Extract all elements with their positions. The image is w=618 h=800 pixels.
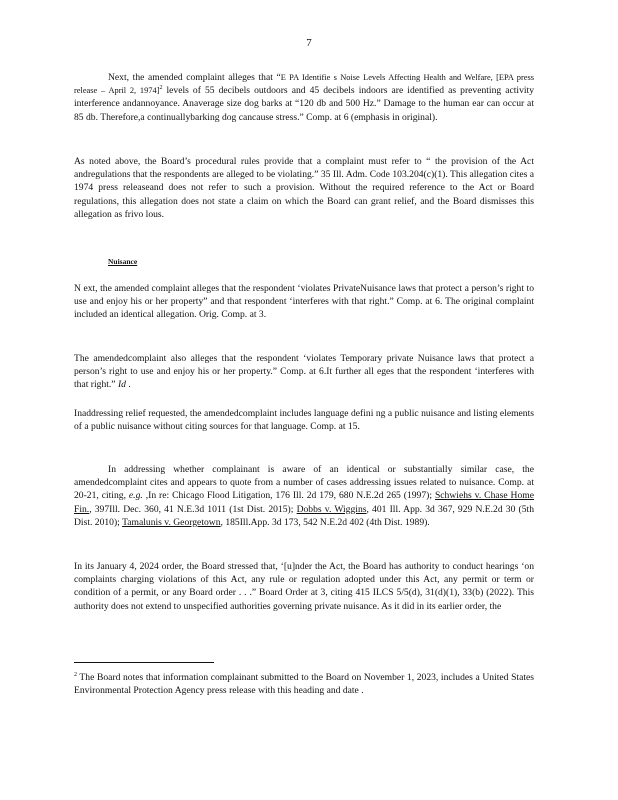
paragraph-similar-case: In addressing whether complainant is aware of an identical or substantially similar case, the amendedcomplaint cites and appears to quote from a number of cases addressing issues related to nuisance. Comp. at 20-21, citing, e.g. ,In re: Chicago Flood Litigation, 176 Ill. 2d 179, 680 N.E.2d 265 (1997); Schwiehs v. Chase Home Fin., 397Ill. Dec. 360, 41 N.E.3d 1011 (1st Dist. 2015); Dobbs v. Wiggins, 401 Ill. App. 3d 367, 929 N.E.2d 30 (5th Dist. 2010); Tamalunis v. Georgetown, 185Ill.App. 3d 173, 542 N.E.2d 402 (4th Dist. 1989). xyxy=(74,464,535,528)
case-citation: Schwiehs v. Chase Home Fin. xyxy=(74,490,535,515)
paragraph-epa-noise: Next, the amended complaint alleges that “E PA Identifie s Noise Levels Affecting Health and Welfare, [EPA press release – April 2, 1974]$^2$ levels of 55 decibels outdoors and 45 decibels indoors are identified as preventing activity interference andannoyance. Anaverage size dog barks at “120 db and 500 Hz.” Damage to the human ear can occur at 85 db. Therefore,a continuallybarking dog cancause stress.” Comp. at 6 (emphasis in original). xyxy=(74,72,534,123)
quoted-heading: E PA Identifie s Noise Levels Affecting Health and Welfare, [EPA press release – April 2, 1974] xyxy=(74,73,534,96)
footnote-ref[interactable]: 2 xyxy=(159,85,163,92)
case-citation: Dobbs v. Wiggins xyxy=(296,503,367,515)
paragraph-private-nuisance: N ext, the amended complaint alleges that the respondent ‘violates PrivateNuisance laws that protect a person’s right to use and enjoy his or her property” and that respondent ‘interferes with that right.” Comp. at 6. The original complaint included an identical allegation. Orig. Comp. at 3. xyxy=(74,283,534,321)
paragraph-procedural-rules: As noted above, the Board’s procedural rules provide that a complaint must refer to “ the provision of the Act andregulations that the respondents are alleged to be violating.” 35 Ill. Adm. Code 103.204(c)(1). This allegation cites a 1974 press releaseand does not refer to such a provision. Without the required reference to the Act or Board regulations, this allegation does not state a claim on which the Board can grant relief, and the Board dismisses this allegation as frivo lous. xyxy=(74,156,534,220)
paragraph-temporary-nuisance: The amendedcomplaint also alleges that the respondent ‘violates Temporary private Nuisance laws that protect a person’s right to use and enjoy his or her property.” Comp. at 6.It further all eges that the respondent ‘interferes with that right.” Id . xyxy=(74,353,534,391)
footnote-2: $^2$ The Board notes that information complainant submitted to the Board on November 1, 2023, includes a United States Environmental Protection Agency press release with this heading and date . xyxy=(74,671,534,696)
section-heading-nuisance: Nuisance xyxy=(108,257,138,266)
page-number: 7 xyxy=(306,37,312,49)
paragraph-board-authority: In its January 4, 2024 order, the Board stressed that, ‘[u]nder the Act, the Board has authority to conduct hearings ‘on complaints charging violations of this Act, any rule or regulation adopted under this Act, any permit or term or condition of a permit, or any Board order . . .” Board Order at 3, citing 415 ILCS 5/5(d), 31(d)(1), 33(b) (2022). This authority does not extend to unspecified authorities governing private nuisance. As it did in its earlier order, the xyxy=(74,561,534,612)
footnote-divider xyxy=(74,662,214,663)
case-citation: Tamalunis v. Georgetown xyxy=(122,516,221,528)
paragraph-relief-requested: Inaddressing relief requested, the amendedcomplaint includes language defini ng a public nuisance and listing elements of a public nuisance without citing sources for that language. Comp. at 15. xyxy=(74,408,534,433)
